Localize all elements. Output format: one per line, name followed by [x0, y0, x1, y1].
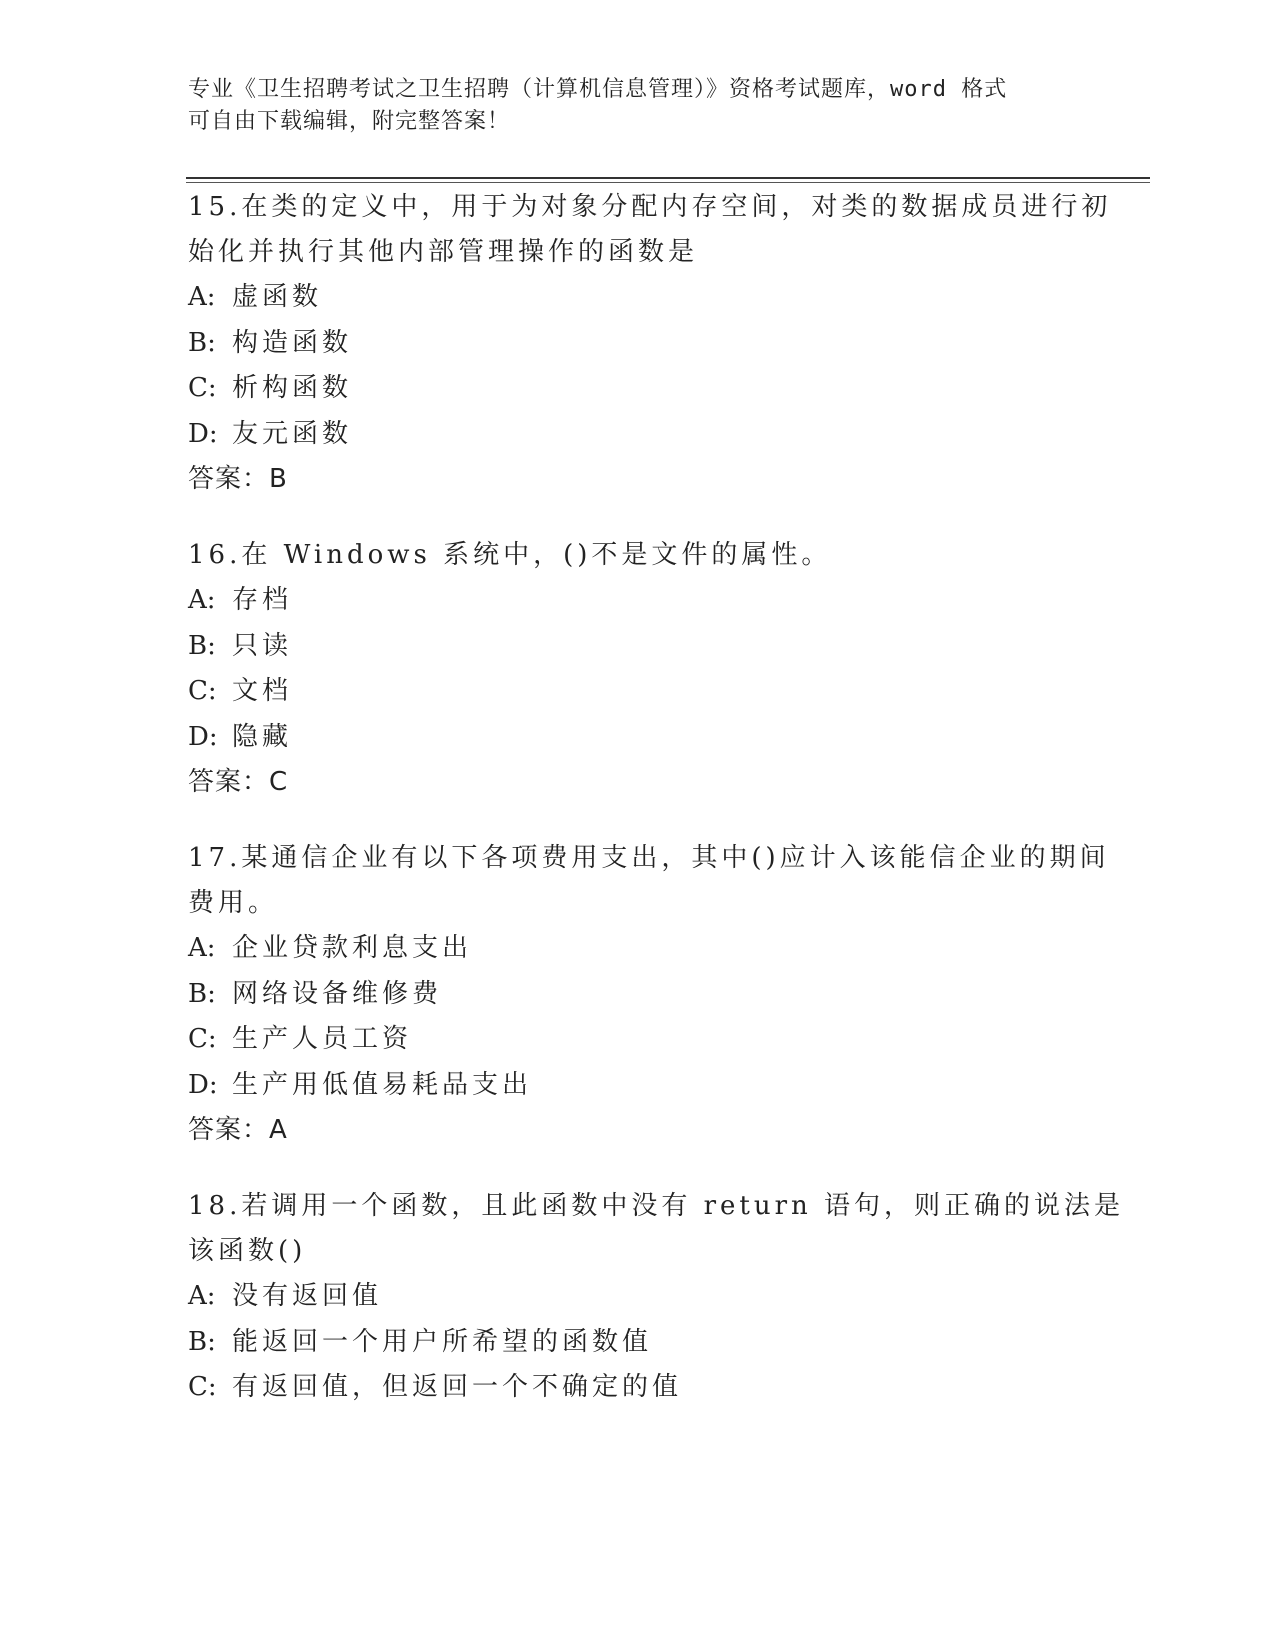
option-d [188, 1063, 1088, 1109]
answer-line: 答案：C [188, 767, 289, 797]
option-letter: D: [188, 1069, 218, 1100]
header-divider-thick [186, 177, 1150, 179]
option-text: 存档 [232, 585, 293, 615]
option-text: 没有返回值 [232, 1281, 383, 1311]
option-d [188, 715, 1088, 761]
option-c [188, 669, 1088, 715]
option-c [188, 1017, 1088, 1063]
option-text: 生产用低值易耗品支出 [232, 1069, 533, 1100]
stem-line: 15.在类的定义中，用于为对象分配内存空间，对类的数据成员进行初 [188, 192, 1112, 222]
stem-line: 始化并执行其他内部管理操作的函数是 [188, 237, 699, 267]
question-15 [188, 185, 1112, 502]
stem-line: 17.某通信企业有以下各项费用支出，其中()应计入该能信企业的期间 [188, 843, 1110, 873]
option-text: 友元函数 [232, 418, 353, 449]
option-text: 网络设备维修费 [232, 978, 443, 1009]
question-18 [188, 1184, 1125, 1411]
header-line-2: 可自由下载编辑，附完整答案！ [188, 109, 511, 134]
option-b [188, 1320, 1088, 1366]
option-letter: D: [188, 721, 218, 752]
option-text: 有返回值，但返回一个不确定的值 [232, 1372, 683, 1402]
stem-line: 费用。 [188, 888, 279, 918]
option-letter: C: [188, 373, 217, 403]
option-letter: C: [188, 1024, 217, 1054]
stem-line: 16.在 Windows 系统中，()不是文件的属性。 [188, 540, 832, 570]
option-a [188, 1274, 1088, 1320]
option-b [188, 624, 1088, 670]
question-17 [188, 836, 1110, 1153]
option-a [188, 275, 1088, 321]
option-b [188, 321, 1088, 367]
option-c [188, 366, 1088, 412]
option-a [188, 926, 1088, 972]
option-b [188, 972, 1088, 1018]
option-text: 构造函数 [232, 327, 353, 358]
option-letter: A: [188, 933, 216, 963]
question-16 [188, 533, 1088, 805]
option-text: 隐藏 [232, 721, 293, 752]
option-a [188, 578, 1088, 624]
option-letter: B: [188, 1326, 216, 1357]
question-stem [188, 185, 1112, 275]
option-letter: B: [188, 327, 216, 358]
option-letter: C: [188, 676, 217, 706]
option-text: 析构函数 [232, 373, 353, 403]
option-letter: A: [188, 282, 216, 312]
option-letter: A: [188, 1281, 216, 1311]
option-letter: C: [188, 1372, 217, 1402]
option-text: 只读 [232, 630, 293, 661]
option-d [188, 412, 1088, 458]
document-header [188, 74, 1068, 138]
option-letter: D: [188, 418, 218, 449]
option-letter: B: [188, 630, 216, 661]
option-text: 虚函数 [232, 282, 323, 312]
header-line-1: 专业《卫生招聘考试之卫生招聘（计算机信息管理）》资格考试题库，word 格式 [188, 77, 1008, 102]
answer-line: 答案：A [188, 1115, 288, 1145]
option-text: 文档 [232, 676, 293, 706]
option-letter: B: [188, 978, 216, 1009]
stem-line: 18.若调用一个函数，且此函数中没有 return 语句，则正确的说法是 [188, 1191, 1125, 1221]
option-text: 能返回一个用户所希望的函数值 [232, 1326, 653, 1357]
option-letter: A: [188, 585, 216, 615]
option-c [188, 1365, 1088, 1411]
header-divider-thin [186, 182, 1150, 183]
question-stem [188, 1184, 1125, 1274]
option-text: 生产人员工资 [232, 1024, 413, 1054]
stem-line: 该函数() [188, 1236, 307, 1266]
option-text: 企业贷款利息支出 [232, 933, 473, 963]
question-stem [188, 533, 1088, 578]
question-stem [188, 836, 1110, 926]
answer-line: 答案：B [188, 464, 288, 494]
